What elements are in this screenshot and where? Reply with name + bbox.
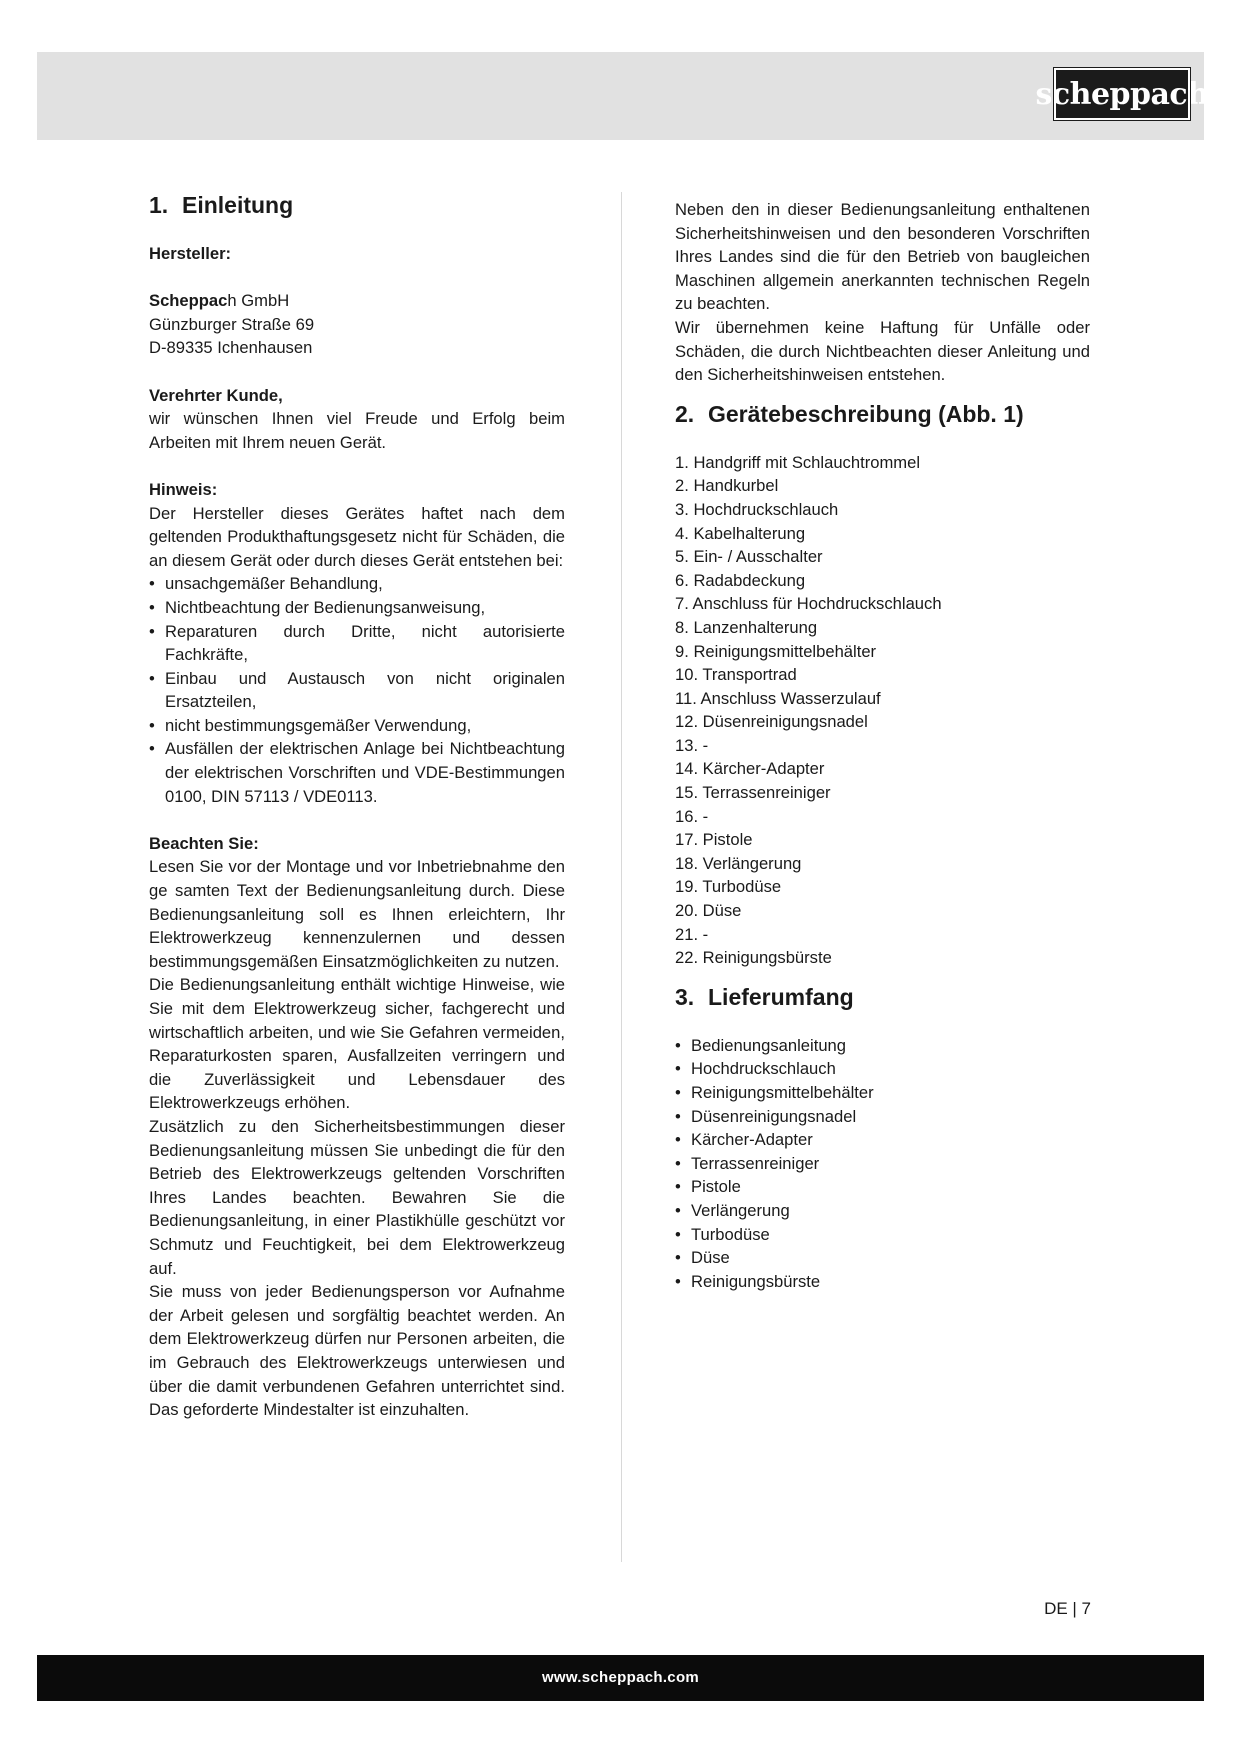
- list-item: 18. Verlängerung: [675, 853, 802, 873]
- attention-label: Beachten Sie:: [149, 833, 259, 853]
- section-2-heading: [675, 399, 1090, 429]
- company-name: [149, 289, 565, 313]
- page-number: DE | 7: [1044, 1599, 1091, 1618]
- section-2-title: Gerätebeschreibung (Abb. 1): [708, 400, 1024, 427]
- manufacturer-label: Hersteller:: [149, 244, 232, 263]
- company-name-bold: Scheppac: [149, 291, 228, 311]
- list-item: 11. Anschluss Wasserzulauf: [675, 688, 881, 708]
- section-3-number: 3.: [675, 983, 695, 1010]
- list-item: • Kärcher-Adapter: [675, 1128, 1090, 1152]
- section-2-number: 2.: [675, 400, 695, 427]
- list-item: 7. Anschluss für Hochdruckschlauch: [675, 594, 942, 614]
- list-item: 20. Düse: [675, 901, 742, 921]
- list-item: • Düsenreinigungsnadel: [675, 1105, 1090, 1129]
- list-item: • Reinigungsbürste: [675, 1270, 1090, 1294]
- brand-logo: scheppach: [1054, 68, 1190, 120]
- footer-band: [37, 1655, 1204, 1701]
- list-item: 10. Transportrad: [675, 665, 797, 685]
- list-item: 12. Düsenreinigungsnadel: [675, 712, 868, 732]
- right-column: [675, 198, 1090, 1293]
- list-item: 13. -: [675, 735, 709, 755]
- company-name-rest: h GmbH: [227, 291, 290, 311]
- dear-customer-text: wir wünschen Ihnen viel Freude und Erfolg beim Arbeiten mit Ihrem neuen Gerät.: [149, 409, 565, 452]
- list-item: • Bedienungsanleitung: [675, 1034, 1090, 1058]
- list-item: • Turbodüse: [675, 1223, 1090, 1247]
- list-item: 2. Handkurbel: [675, 476, 779, 496]
- left-column: [149, 190, 565, 1422]
- attention-paragraph: Die Bedienungsanleitung enthält wichtige Hinweise, wie Sie mit dem Elektrowerkzeug sicher, fachgerecht und wirtschaftlich arbeiten, und wie Sie Gefahren vermeiden, Reparaturkosten sparen, Ausfallzeiten verringern und die Zuverlässigkeit und Lebensdauer des Elektrowerkzeugs erhöhen.: [149, 975, 565, 1113]
- list-item: • Düse: [675, 1246, 1090, 1270]
- list-item: 8. Lanzenhalterung: [675, 617, 818, 637]
- section-1-heading: [149, 190, 565, 220]
- note-text: Der Hersteller dieses Gerätes haftet nach dem geltenden Produkthaftungsgesetz nicht für Schäden, die an diesem Gerät oder durch dieses Gerät entstehen bei:: [149, 503, 565, 570]
- list-item: 17. Pistole: [675, 830, 753, 850]
- list-item: 5. Ein- / Ausschalter: [675, 547, 823, 567]
- list-item: 1. Handgriff mit Schlauchtrommel: [675, 452, 921, 472]
- list-item: 15. Terrassenreiniger: [675, 783, 831, 803]
- list-item: 21. -: [675, 924, 709, 944]
- section-3-title: Lieferumfang: [708, 983, 854, 1010]
- intro-paragraph: Wir übernehmen keine Haftung für Unfälle oder Schäden, die durch Nichtbeachten dieser Anleitung und den Sicherheitshinweisen entstehen.: [675, 317, 1090, 385]
- list-item: • Einbau und Austausch von nicht originalen Ersatzteilen,: [149, 667, 565, 714]
- company-street: Günzburger Straße 69: [149, 314, 315, 334]
- note-label: Hinweis:: [149, 479, 218, 499]
- header-band: [37, 52, 1209, 140]
- list-item: • Ausfällen der elektrischen Anlage bei Nichtbeachtung der elektrischen Vorschriften und VDE-Bestimmungen 0100, DIN 57113 / VDE0113.: [149, 737, 565, 808]
- list-item: 3. Hochdruckschlauch: [675, 499, 839, 519]
- list-item: • Nichtbeachtung der Bedienungsanweisung,: [149, 596, 565, 620]
- list-item: • Pistole: [675, 1175, 1090, 1199]
- column-divider: [621, 192, 622, 1562]
- attention-paragraph: Lesen Sie vor der Montage und vor Inbetriebnahme den ge samten Text der Bedienungsanleitung durch. Diese Bedienungsanleitung soll es Ihnen erleichtern, Ihr Elektrowerkzeug kennenzulernen und dessen bestimmungsgemäßen Einsatzmöglichkeiten zu nutzen.: [149, 857, 565, 971]
- dear-customer-label: Verehrter Kunde,: [149, 385, 283, 405]
- list-item: • nicht bestimmungsgemäßer Verwendung,: [149, 714, 565, 738]
- list-item: 19. Turbodüse: [675, 877, 782, 897]
- parts-list: [675, 451, 1090, 970]
- intro-paragraph: Neben den in dieser Bedienungsanleitung enthaltenen Sicherheitshinweisen und den besonderen Vorschriften Ihres Landes sind die für den Betrieb von baugleichen Maschinen allgemein anerkannten technischen Regeln zu beachten.: [675, 200, 1090, 314]
- company-city: D-89335 Ichenhausen: [149, 338, 313, 358]
- list-item: • Reinigungsmittelbehälter: [675, 1081, 1090, 1105]
- section-3-heading: [675, 982, 1090, 1012]
- section-1-number: 1.: [149, 192, 169, 218]
- list-item: • Terrassenreiniger: [675, 1152, 1090, 1176]
- list-item: 16. -: [675, 806, 709, 826]
- list-item: • Verlängerung: [675, 1199, 1090, 1223]
- list-item: 22. Reinigungsbürste: [675, 948, 832, 968]
- list-item: • unsachgemäßer Behandlung,: [149, 572, 565, 596]
- scope-of-delivery-list: [675, 1034, 1090, 1294]
- attention-paragraph: Sie muss von jeder Bedienungsperson vor Aufnahme der Arbeit gelesen und sorgfältig beachtet werden. An dem Elektrowerkzeug dürfen nur Personen arbeiten, die im Gebrauch des Elektrowerkzeugs unterwiesen und über die damit verbundenen Gefahren unterrichtet sind. Das geforderte Mindestalter ist einzuhalten.: [149, 1282, 565, 1420]
- list-item: 14. Kärcher-Adapter: [675, 759, 825, 779]
- section-1-title: Einleitung: [182, 192, 294, 218]
- list-item: 6. Radabdeckung: [675, 570, 806, 590]
- attention-paragraph: Zusätzlich zu den Sicherheitsbestimmungen dieser Bedienungsanleitung müssen Sie unbedingt die für den Betrieb des Elektrowerkzeugs geltenden Vorschriften Ihres Landes beachten. Bewahren Sie die Bedienungsanleitung, in einer Plastikhülle geschützt vor Schmutz und Feuchtigkeit, bei dem Elektrowerkzeug auf.: [149, 1116, 565, 1278]
- list-item: 4. Kabelhalterung: [675, 523, 806, 543]
- list-item: 9. Reinigungsmittelbehälter: [675, 641, 877, 661]
- footer-url[interactable]: www.scheppach.com: [541, 1669, 700, 1686]
- list-item: • Hochdruckschlauch: [675, 1057, 1090, 1081]
- liability-list: [149, 572, 565, 808]
- list-item: • Reparaturen durch Dritte, nicht autorisierte Fachkräfte,: [149, 620, 565, 667]
